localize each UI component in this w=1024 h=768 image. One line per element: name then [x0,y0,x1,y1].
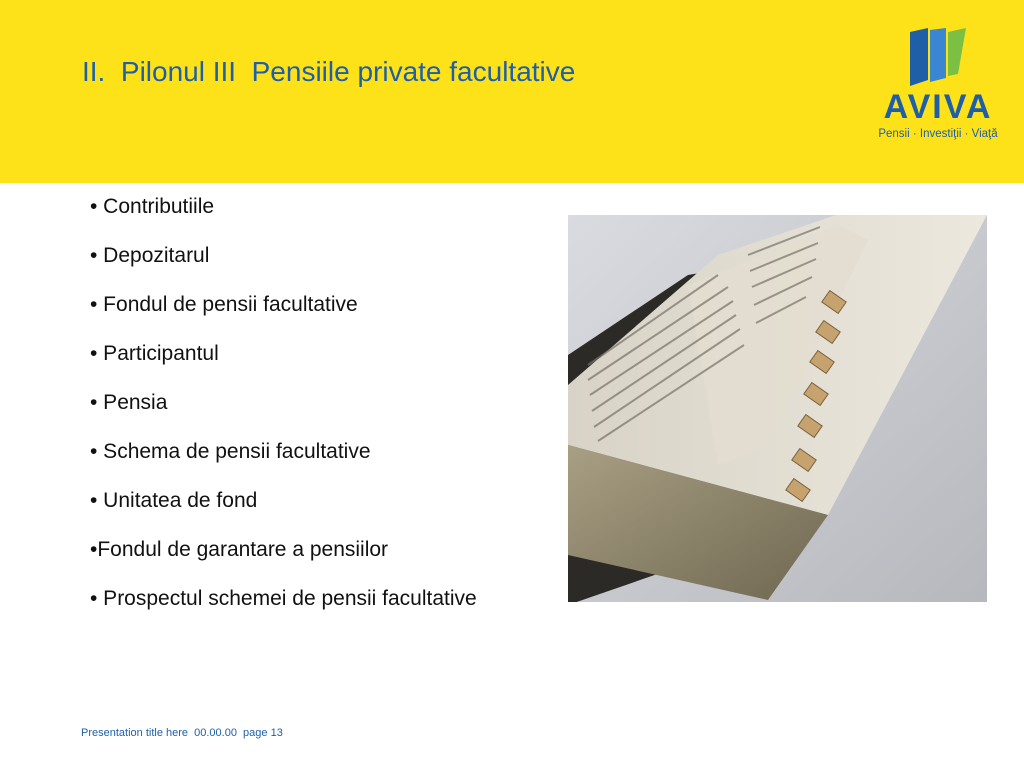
header-band [0,0,1024,183]
aviva-logo [868,28,1008,148]
aviva-flag-logo-icon [910,28,966,86]
bullet-list [90,192,490,633]
bullet-item: • Fondul de pensii facultative [90,293,358,316]
bullet-item: • Depozitarul [90,244,210,267]
book-photo [568,215,987,602]
bullet-item: •Fondul de garantare a pensiilor [90,538,389,561]
bullet-item: • Prospectul schemei de pensii facultative [90,587,477,610]
slide-title: II. Pilonul III Pensiile private facultative [82,56,576,87]
bullet-item: • Unitatea de fond [90,489,258,512]
bullet-item: • Contributiile [90,195,215,218]
logo-tagline: Pensii · Investiţii · Viaţă [878,128,998,140]
bullet-item: • Participantul [90,342,219,365]
footer-text: Presentation title here 00.00.00 page 13 [81,727,283,739]
bullet-item: • Pensia [90,391,168,414]
bullet-item: • Schema de pensii facultative [90,440,371,463]
logo-wordmark: AVIVA [883,88,993,126]
